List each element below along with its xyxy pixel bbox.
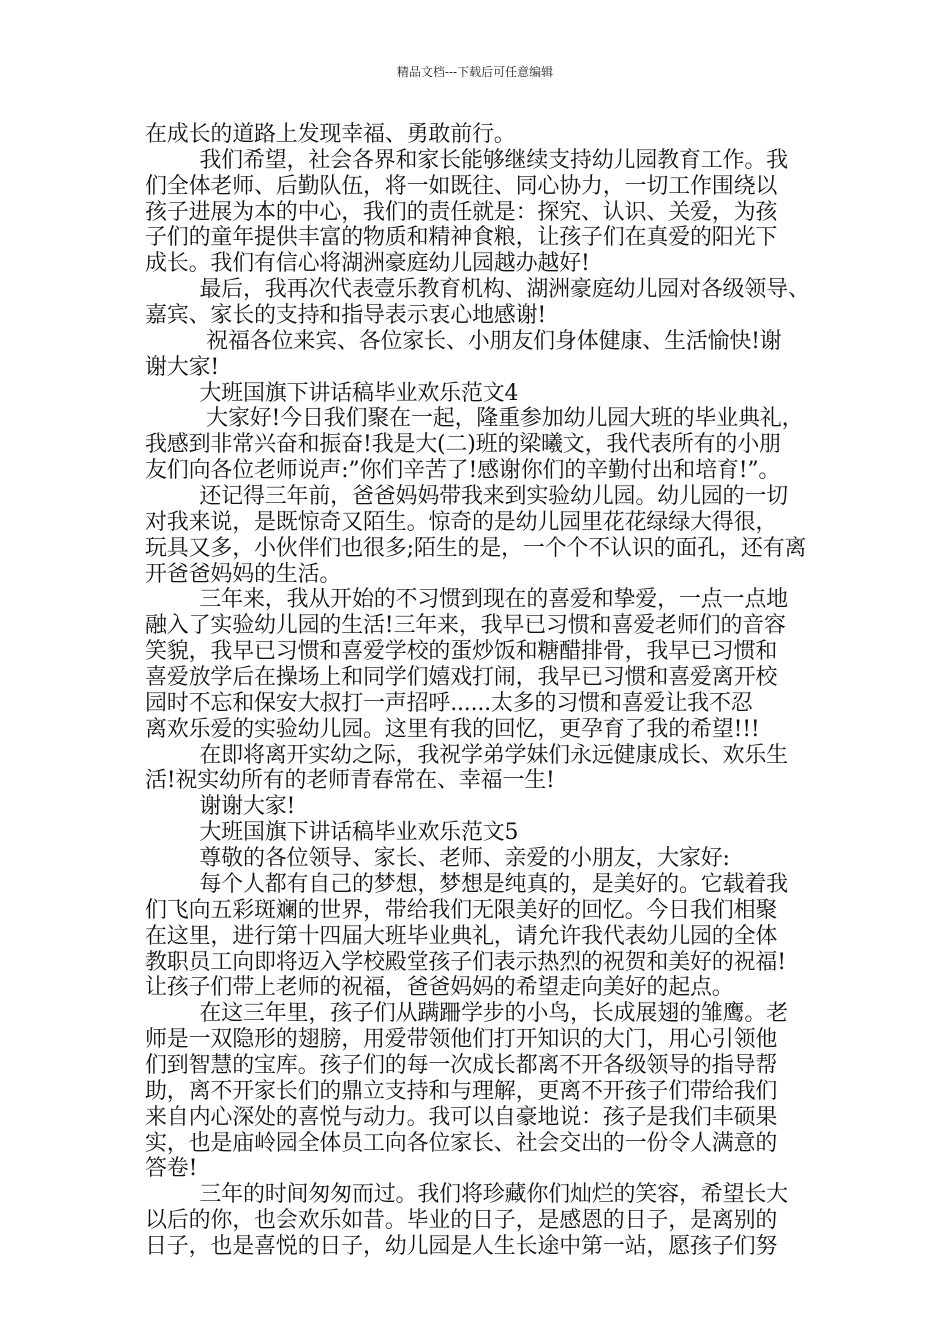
text-line: 园时不忘和保安大叔打一声招呼......太多的习惯和喜爱让我不忍 — [145, 690, 753, 716]
text-line: 助，离不开家长们的鼎立支持和与理解，更离不开孩子们带给我们 — [145, 1078, 778, 1104]
text-line: 们全体老师、后勤队伍，将一如既往、同心协力，一切工作围绕以 — [145, 173, 778, 199]
text-line: 每个人都有自己的梦想，梦想是纯真的，是美好的。它载着我 — [145, 871, 788, 897]
text-line: 开爸爸妈妈的生活。 — [145, 561, 342, 587]
text-line: 嘉宾、家长的支持和指导表示衷心地感谢! — [145, 303, 547, 329]
text-line: 成长。我们有信心将湖洲豪庭幼儿园越办越好! — [145, 251, 590, 277]
text-line: 还记得三年前，爸爸妈妈带我来到实验幼儿园。幼儿园的一切 — [145, 484, 788, 510]
text-line: 让孩子们带上老师的祝福，爸爸妈妈的希望走向美好的起点。 — [145, 975, 734, 1001]
text-line: 大班国旗下讲话稿毕业欢乐范文4 — [145, 380, 519, 406]
text-line: 谢大家! — [145, 354, 220, 380]
text-line: 们飞向五彩斑斓的世界，带给我们无限美好的回忆。今日我们相聚 — [145, 897, 778, 923]
page-header: 精品文档---下载后可任意编辑 — [396, 65, 554, 79]
text-line: 尊敬的各位领导、家长、老师、亲爱的小朋友，大家好: — [145, 846, 730, 872]
text-line: 们到智慧的宝库。孩子们的每一次成长都离不开各级领导的指导帮 — [145, 1052, 778, 1078]
text-line: 我们希望，社会各界和家长能够继续支持幼儿园教育工作。我 — [145, 147, 788, 173]
text-line: 最后，我再次代表壹乐教育机构、湖洲豪庭幼儿园对各级领导、 — [145, 277, 810, 303]
text-line: 在这三年里，孩子们从蹒跚学步的小鸟，长成展翅的雏鹰。老 — [145, 1001, 788, 1027]
text-line: 喜爱放学后在操场上和同学们嬉戏打闹，我早已习惯和喜爱离开校 — [145, 665, 778, 691]
text-line: 三年来，我从开始的不习惯到现在的喜爱和挚爱，一点一点地 — [145, 587, 788, 613]
text-line: 子们的童年提供丰富的物质和精神食粮，让孩子们在真爱的阳光下 — [145, 225, 778, 251]
text-line: 日子，也是喜悦的日子，幼儿园是人生长途中第一站，愿孩子们努 — [145, 1233, 778, 1259]
text-line: 实，也是庙岭园全体员工向各位家长、社会交出的一份令人满意的 — [145, 1130, 778, 1156]
text-line: 在这里，进行第十四届大班毕业典礼，请允许我代表幼儿园的全体 — [145, 923, 778, 949]
text-line: 对我来说，是既惊奇又陌生。惊奇的是幼儿园里花花绿绿大得很， — [145, 509, 778, 535]
text-line: 大班国旗下讲话稿毕业欢乐范文5 — [145, 820, 519, 846]
text-line: 笑貌，我早已习惯和喜爱学校的蛋炒饭和糖醋排骨，我早已习惯和 — [145, 639, 778, 665]
text-line: 我感到非常兴奋和振奋!我是大(二)班的梁曦文，我代表所有的小朋 — [145, 432, 781, 458]
document-body — [145, 122, 813, 1260]
text-line: 融入了实验幼儿园的生活!三年来，我早已习惯和喜爱老师们的音容 — [145, 613, 786, 639]
text-line: 三年的时间匆匆而过。我们将珍藏你们灿烂的笑容，希望长大 — [145, 1182, 788, 1208]
text-line: 以后的你，也会欢乐如昔。毕业的日子，是感恩的日子，是离别的 — [145, 1208, 778, 1234]
text-line: 祝福各位来宾、各位家长、小朋友们身体健康、生活愉快!谢 — [145, 328, 782, 354]
text-line: 活!祝实幼所有的老师青春常在、幸福一生! — [145, 768, 555, 794]
text-line: 孩子进展为本的中心，我们的责任就是：探究、认识、关爱，为孩 — [145, 199, 778, 225]
text-line: 教职员工向即将迈入学校殿堂孩子们表示热烈的祝贺和美好的祝福! — [145, 949, 786, 975]
text-line: 答卷! — [145, 1156, 198, 1182]
text-line: 在成长的道路上发现幸福、勇敢前行。 — [145, 122, 516, 147]
text-line: 师是一双隐形的翅膀，用爱带领他们打开知识的大门，用心引领他 — [145, 1027, 778, 1053]
text-line: 在即将离开实幼之际，我祝学弟学妹们永远健康成长、欢乐生 — [145, 742, 788, 768]
text-line: 友们向各位老师说声:”你们辛苦了!感谢你们的辛勤付出和培育!”。 — [145, 458, 781, 484]
text-line: 来自内心深处的喜悦与动力。我可以自豪地说：孩子是我们丰硕果 — [145, 1104, 778, 1130]
text-line: 谢谢大家! — [145, 794, 296, 820]
text-line: 离欢乐爱的实验幼儿园。这里有我的回忆，更孕育了我的希望!!! — [145, 716, 760, 742]
text-line: 大家好!今日我们聚在一起，隆重参加幼儿园大班的毕业典礼， — [145, 406, 804, 432]
text-line: 玩具又多，小伙伴们也很多;陌生的是，一个个不认识的面孔，还有离 — [145, 535, 807, 561]
